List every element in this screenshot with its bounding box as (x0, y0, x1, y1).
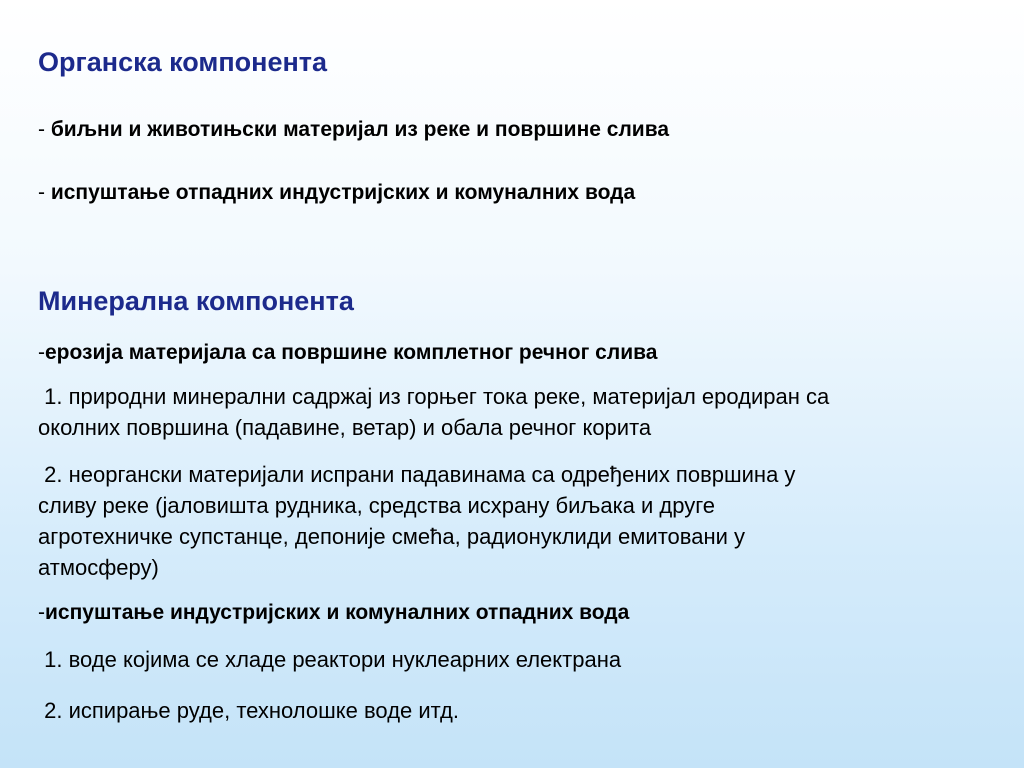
item-line (38, 459, 988, 490)
bullet-text: испуштање отпадних индустријских и комуналних вода (50, 181, 636, 204)
item-line: сливу реке (јаловишта рудника, средства исхрану биљака и друге (38, 493, 716, 518)
mineral-bullet-wastewater (38, 600, 629, 626)
wastewater-item-2 (38, 695, 988, 726)
organic-bullet-wastewater (38, 180, 635, 206)
organic-bullet-plant-animal (38, 117, 669, 143)
bullet-dash: - (38, 341, 45, 364)
bullet-dash: - (38, 181, 51, 204)
bullet-text: биљни и животињски материјал из реке и површине слива (50, 118, 670, 141)
organic-component-heading: Органска компонента (38, 47, 328, 77)
erosion-item-2 (38, 459, 988, 583)
item-line: атмосферу) (38, 555, 159, 580)
item-line-text: 1. природни минерални садржај из горњег тока реке, материјал еродиран са (44, 384, 830, 409)
item-line: околних површина (падавине, ветар) и обала речног корита (38, 415, 652, 440)
item-line-text: 1. воде којима се хладе реактори нуклеарних електрана (44, 647, 622, 672)
item-line-text: 2. испирање руде, технолошке воде итд. (44, 698, 459, 723)
mineral-bullet-erosion (38, 340, 657, 366)
bullet-text: ерозија материјала са површине комплетног речног слива (45, 341, 658, 364)
wastewater-item-1 (38, 644, 988, 675)
erosion-item-1 (38, 381, 988, 443)
item-line (38, 381, 988, 412)
bullet-text: испуштање индустријских и комуналних отпадних вода (45, 601, 630, 624)
bullet-dash: - (38, 118, 51, 141)
bullet-dash: - (38, 601, 45, 624)
mineral-component-heading: Минерална компонента (38, 286, 354, 316)
item-line-text: 2. неоргански материјали испрани падавинама са одређених површина у (44, 462, 796, 487)
item-line: агротехничке супстанце, депоније смећа, радионуклиди емитовани у (38, 524, 745, 549)
